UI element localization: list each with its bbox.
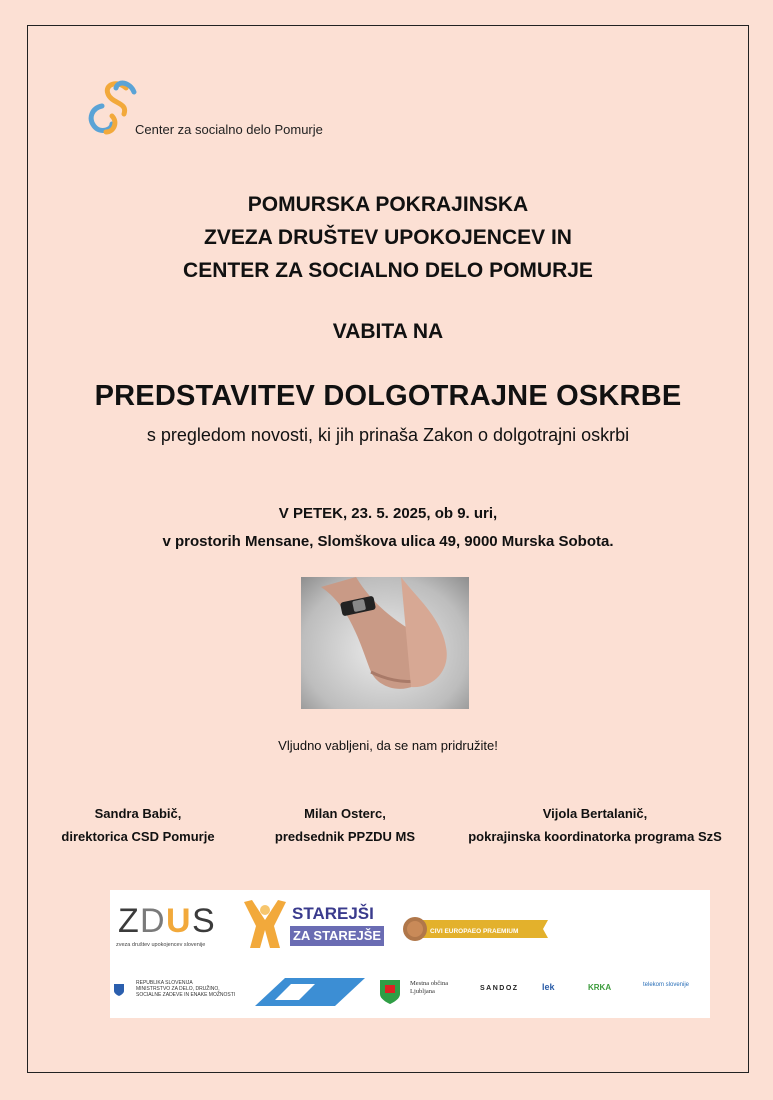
fs-logo-icon xyxy=(255,978,365,1006)
event-subtitle: s pregledom novosti, ki jih prinaša Zakon o dolgotrajni oskrbi xyxy=(146,425,630,445)
event-details xyxy=(27,500,749,556)
sponsors-strip xyxy=(110,890,710,1018)
mol-coat-icon xyxy=(380,980,400,1004)
svg-text:D: D xyxy=(140,902,165,940)
signatory-name: Vijola Bertalanič, xyxy=(542,806,648,821)
zdus-subtitle: zveza društev upokojencev slovenije xyxy=(116,942,206,948)
organizer-line: ZVEZA DRUŠTEV UPOKOJENCEV IN xyxy=(204,226,572,249)
event-title: PREDSTAVITEV DOLGOTRAJNE OSKRBE xyxy=(94,380,682,412)
svg-text:Z: Z xyxy=(118,902,139,940)
starejsi-label: STAREJŠI xyxy=(292,904,374,923)
signatory-name: Milan Osterc, xyxy=(304,806,386,821)
csd-logo-icon xyxy=(82,78,138,140)
sandoz-logo: SANDOZ xyxy=(480,985,519,992)
starejsi-figures-icon xyxy=(240,896,290,948)
signatory xyxy=(445,802,745,848)
krka-logo: KRKA xyxy=(588,983,612,992)
telekom-logo: telekom slovenije xyxy=(643,982,690,988)
ministry-label: REPUBLIKA SLOVENIJA MINISTRSTVO ZA DELO, DRUŽINO, SOCIALNE ZADEVE IN ENAKE MOŽNOSTI xyxy=(136,980,236,998)
starejsi-sub-label: ZA STAREJŠE xyxy=(290,926,384,946)
organizer-line: CENTER ZA SOCIALNO DELO POMURJE xyxy=(183,259,593,282)
organizer-line: POMURSKA POKRAJINSKA xyxy=(247,193,529,216)
signatory-name: Sandra Babič, xyxy=(94,806,182,821)
svg-text:U: U xyxy=(166,902,191,940)
zdus-logo xyxy=(116,900,234,940)
lek-logo: lek xyxy=(542,982,555,992)
svg-text:S: S xyxy=(192,902,215,940)
event-when: V PETEK, 23. 5. 2025, ob 9. uri, xyxy=(278,505,498,522)
event-where: v prostorih Mensane, Slomškova ulica 49, 9000 Murska Sobota. xyxy=(162,533,614,550)
signatory-role: predsednik PPZDU MS xyxy=(274,829,416,844)
slovenia-coat-icon xyxy=(114,984,124,996)
signatory xyxy=(38,802,238,848)
logo-org-name: Center za socialno delo Pomurje xyxy=(135,122,323,137)
mol-label: Mestna občina Ljubljana xyxy=(410,980,449,995)
signatory xyxy=(255,802,435,848)
invite-heading: VABITA NA xyxy=(332,320,444,343)
signatory-role: direktorica CSD Pomurje xyxy=(61,829,215,844)
civi-label: CIVI EUROPAEO PRAEMIUM xyxy=(430,928,519,935)
holding-hands-photo xyxy=(301,577,469,709)
closing-text: Vljudno vabljeni, da se nam pridružite! xyxy=(278,738,498,753)
signatory-role: pokrajinska koordinatorka programa SzS xyxy=(468,829,722,844)
organizers-heading xyxy=(27,188,749,287)
